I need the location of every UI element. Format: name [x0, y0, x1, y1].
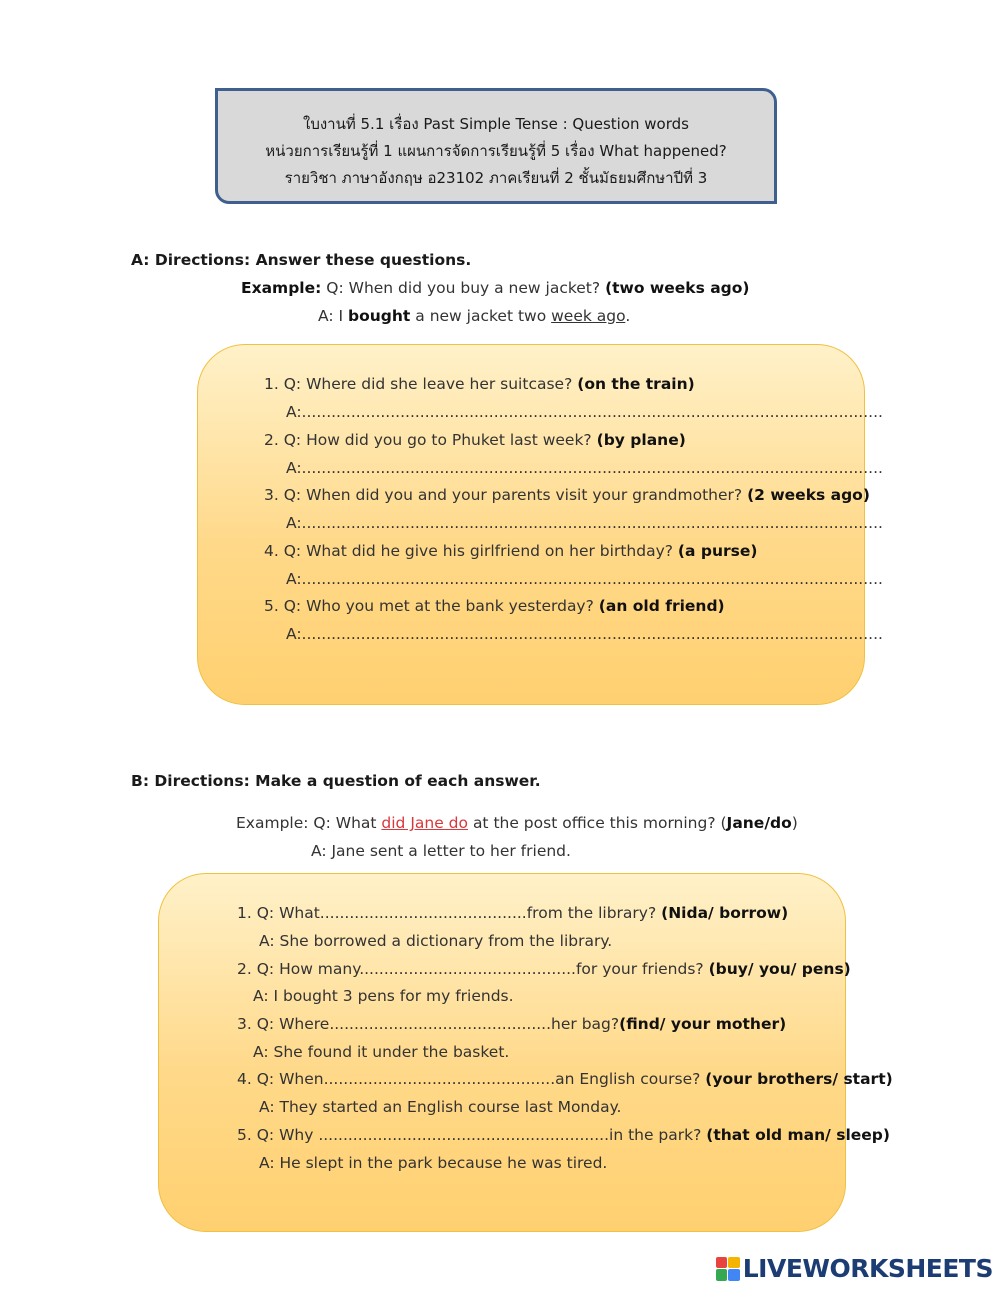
question-b5: 5. Q: Why ...........................................................in the park? (that old man/ sleep): [237, 1126, 890, 1144]
question-a3: 3. Q: When did you and your parents visit your grandmother? (2 weeks ago): [264, 486, 870, 504]
question-b4-blank[interactable]: 4. Q: When...............................................an English course?: [237, 1070, 701, 1088]
section-a-example-q: Example: Q: When did you buy a new jacket? (two weeks ago): [241, 279, 750, 297]
section-a-panel: [197, 344, 883, 705]
section-b-panel: [158, 873, 893, 1232]
section-a-example-a: A: I bought a new jacket two week ago.: [318, 307, 631, 325]
answer-b5: A: He slept in the park because he was tired.: [259, 1154, 608, 1172]
header-line-3: รายวิชา ภาษาอังกฤษ อ23102 ภาคเรียนที่ 2 ชั้นมัธยมศึกษาปีที่ 3: [284, 169, 708, 187]
section-b-example-q: Example: Q: What did Jane do at the post office this morning? (Jane/do): [236, 814, 798, 832]
liveworksheets-text: LIVEWORKSHEETS: [742, 1254, 993, 1283]
section-b-directions: B: Directions: Make a question of each answer.: [131, 772, 541, 790]
question-b3-blank[interactable]: 3. Q: Where.............................................her bag?: [237, 1015, 620, 1033]
question-a5: 5. Q: Who you met at the bank yesterday? (an old friend): [264, 597, 725, 615]
answer-field-a2[interactable]: A:......................................................................................................................: [286, 459, 883, 477]
answer-b4: A: They started an English course last Monday.: [259, 1098, 622, 1116]
liveworksheets-watermark: [716, 1254, 993, 1283]
question-b1-blank[interactable]: 1. Q: What..........................................from the library?: [237, 904, 657, 922]
question-b2-blank[interactable]: 2. Q: How many............................................for your friends?: [237, 960, 704, 978]
question-a4: 4. Q: What did he give his girlfriend on her birthday? (a purse): [264, 542, 758, 560]
section-b-example-a: A: Jane sent a letter to her friend.: [311, 842, 571, 860]
answer-field-a4[interactable]: A:......................................................................................................................: [286, 570, 883, 588]
question-a2: 2. Q: How did you go to Phuket last week? (by plane): [264, 431, 686, 449]
answer-b3: A: She found it under the basket.: [253, 1043, 510, 1061]
question-b2: 2. Q: How many............................................for your friends? (buy/ you/ pens): [237, 960, 851, 978]
question-a1: 1. Q: Where did she leave her suitcase? (on the train): [264, 375, 695, 393]
answer-b2: A: I bought 3 pens for my friends.: [253, 987, 514, 1005]
section-a-directions: A: Directions: Answer these questions.: [131, 251, 472, 269]
question-b4: 4. Q: When...............................................an English course? (your brothers/ start): [237, 1070, 893, 1088]
header-line-2: หน่วยการเรียนรู้ที่ 1 แผนการจัดการเรียนรู้ที่ 5 เรื่อง What happened?: [265, 142, 727, 160]
question-b3: 3. Q: Where.............................................her bag?(find/ your mother): [237, 1015, 787, 1033]
question-b1: 1. Q: What..........................................from the library? (Nida/ borrow): [237, 904, 789, 922]
answer-field-a3[interactable]: A:......................................................................................................................: [286, 514, 883, 532]
liveworksheets-logo-icon: [716, 1257, 740, 1281]
answer-field-a1[interactable]: A:......................................................................................................................: [286, 403, 883, 421]
worksheet-header: [215, 88, 777, 204]
question-b5-blank[interactable]: 5. Q: Why ...........................................................in the park?: [237, 1126, 702, 1144]
answer-b1: A: She borrowed a dictionary from the library.: [259, 932, 613, 950]
header-line-1: ใบงานที่ 5.1 เรื่อง Past Simple Tense : Question words: [303, 115, 689, 133]
answer-field-a5[interactable]: A:......................................................................................................................: [286, 625, 883, 643]
